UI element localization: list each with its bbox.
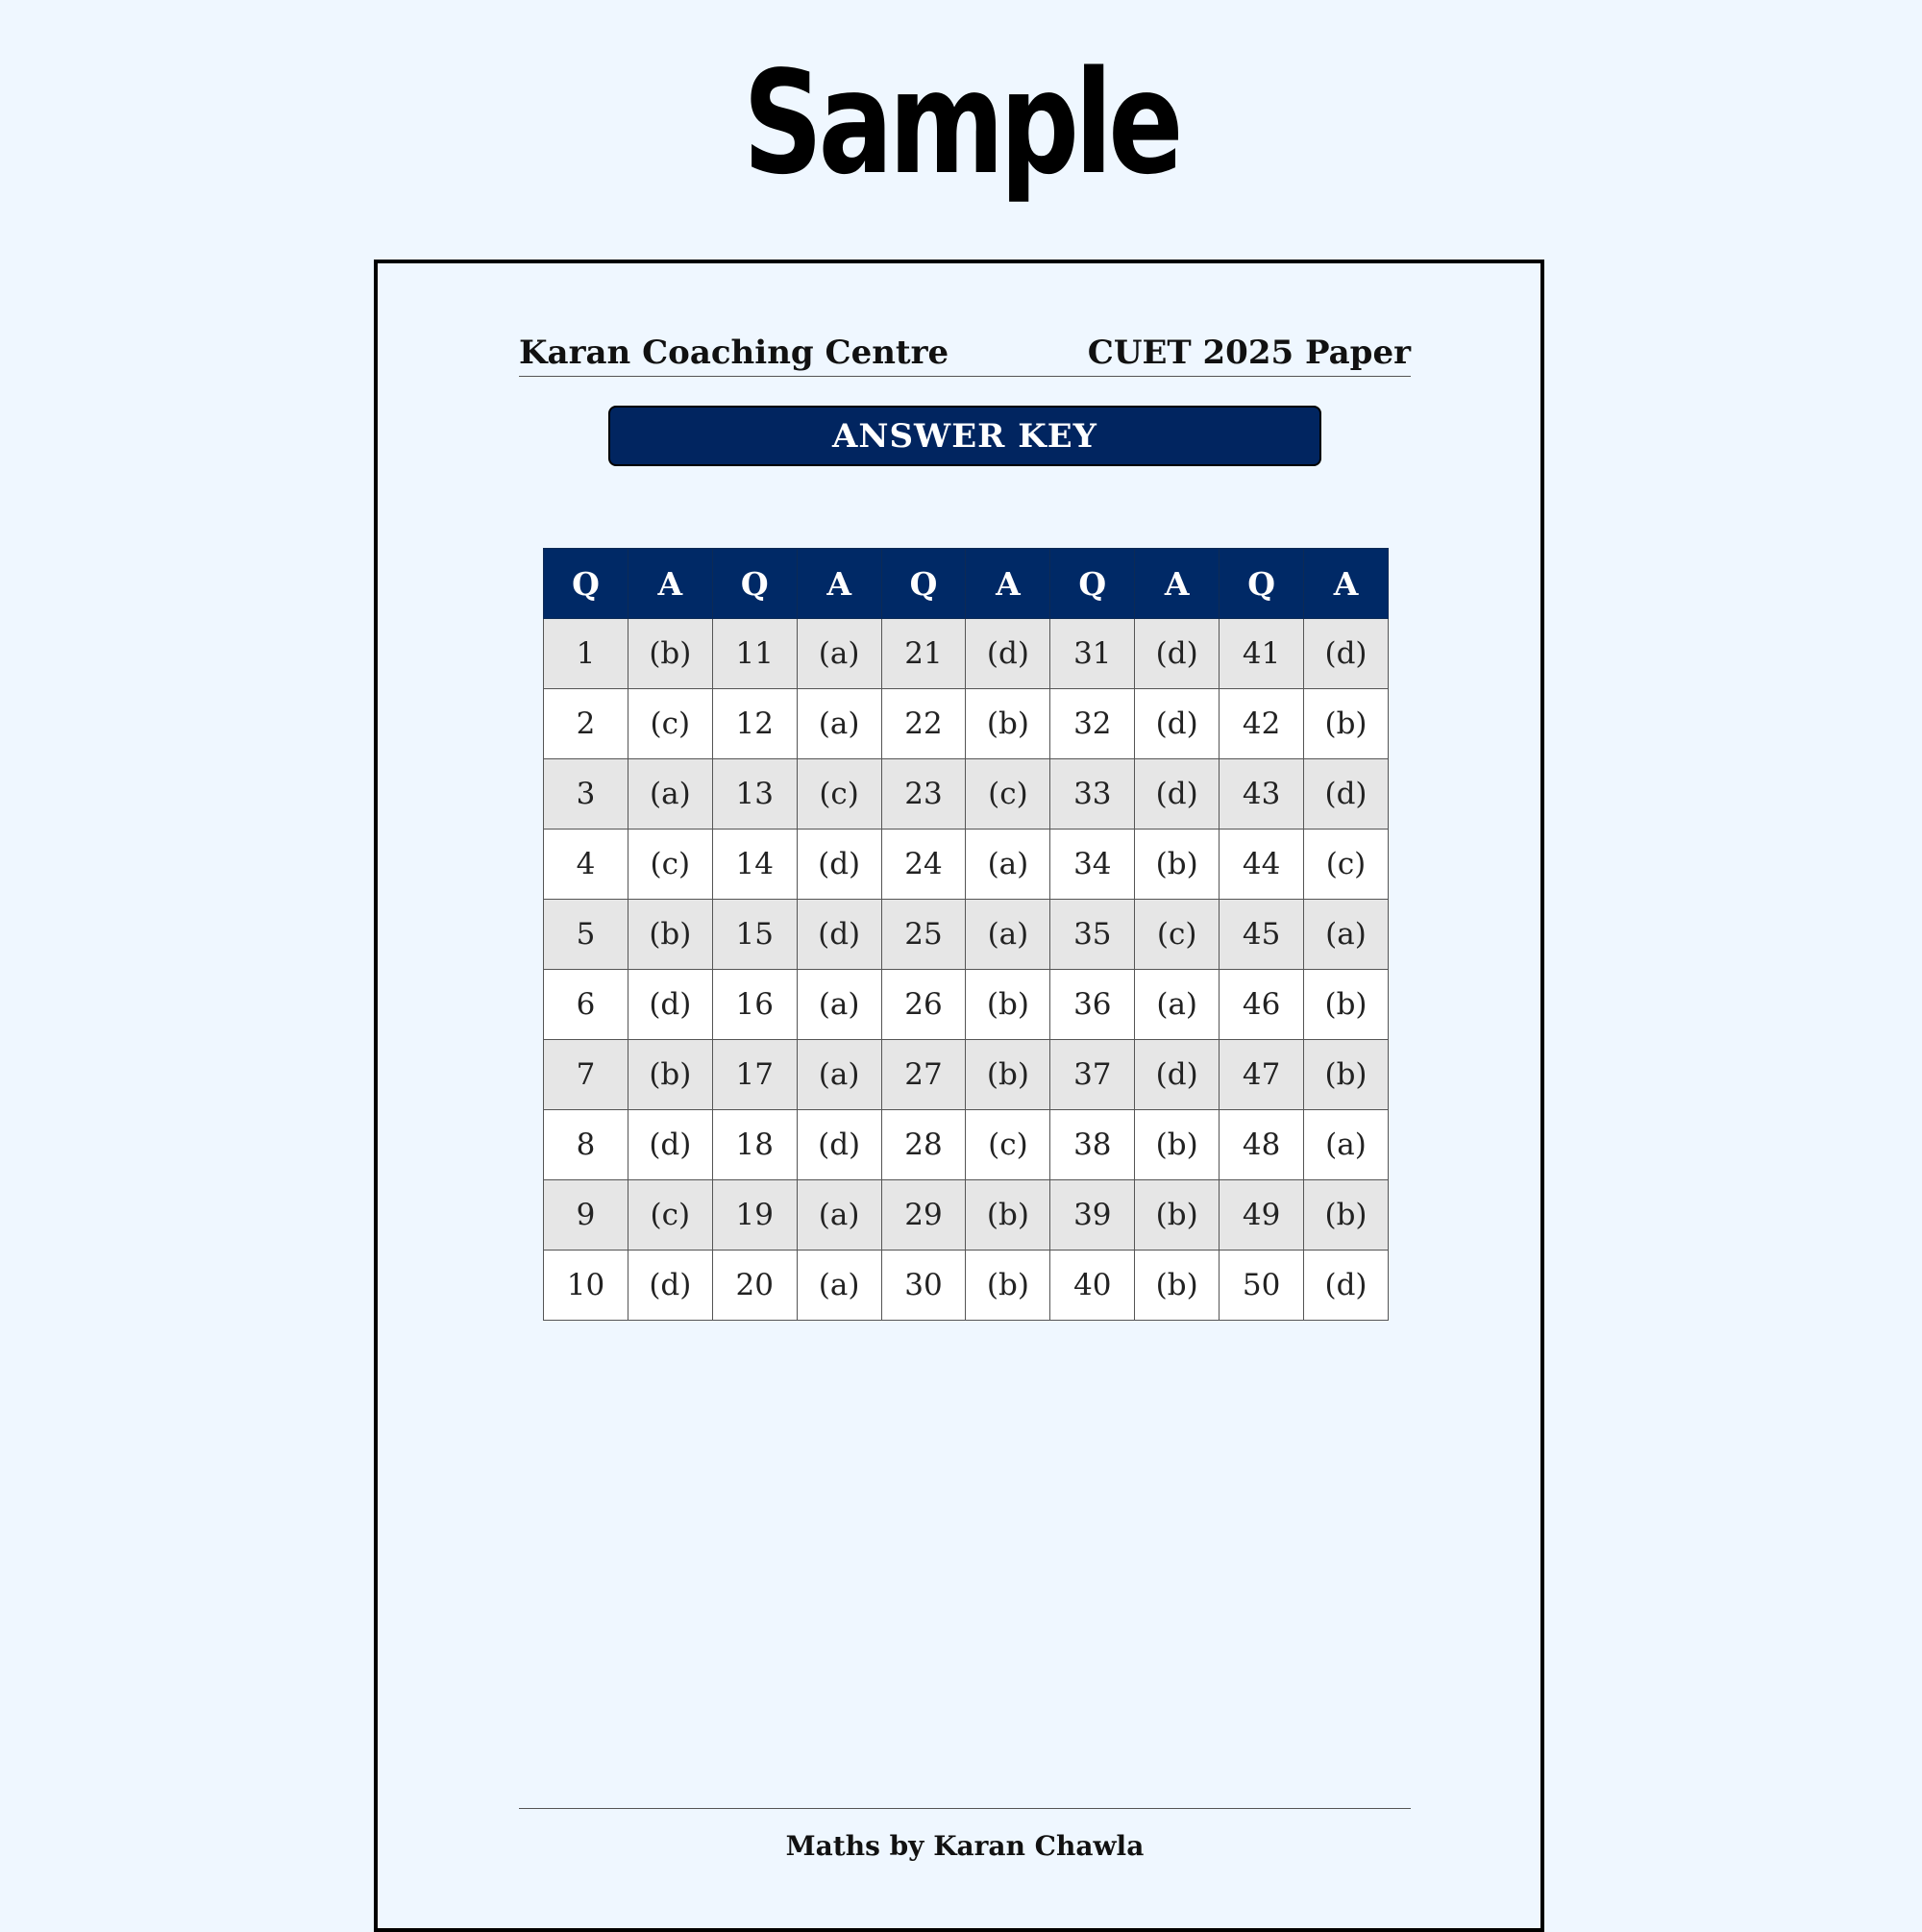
answer-option-cell: (a)	[628, 759, 712, 830]
column-header-question: Q	[1050, 549, 1135, 619]
question-number-cell: 17	[712, 1040, 797, 1110]
question-number-cell: 2	[544, 689, 628, 759]
table-row	[544, 1040, 1389, 1110]
question-number-cell: 44	[1220, 830, 1304, 900]
question-number-cell: 41	[1220, 619, 1304, 689]
answer-option-cell: (d)	[628, 1251, 712, 1321]
question-number-cell: 32	[1050, 689, 1135, 759]
table-row	[544, 1180, 1389, 1251]
question-number-cell: 38	[1050, 1110, 1135, 1180]
table-row	[544, 1110, 1389, 1180]
question-number-cell: 22	[881, 689, 966, 759]
column-header-answer: A	[1135, 549, 1220, 619]
answer-option-cell: (b)	[628, 619, 712, 689]
page-header	[519, 331, 1411, 377]
question-number-cell: 35	[1050, 900, 1135, 970]
column-header-question: Q	[712, 549, 797, 619]
question-number-cell: 14	[712, 830, 797, 900]
question-number-cell: 30	[881, 1251, 966, 1321]
question-number-cell: 46	[1220, 970, 1304, 1040]
answer-option-cell: (d)	[1135, 1040, 1220, 1110]
answer-option-cell: (a)	[1304, 1110, 1389, 1180]
question-number-cell: 3	[544, 759, 628, 830]
answer-option-cell: (b)	[1135, 1110, 1220, 1180]
answer-option-cell: (b)	[966, 1251, 1050, 1321]
question-number-cell: 16	[712, 970, 797, 1040]
answer-option-cell: (d)	[1135, 759, 1220, 830]
answer-option-cell: (b)	[1304, 1180, 1389, 1251]
answer-option-cell: (c)	[628, 830, 712, 900]
question-number-cell: 36	[1050, 970, 1135, 1040]
answer-option-cell: (b)	[966, 970, 1050, 1040]
question-number-cell: 50	[1220, 1251, 1304, 1321]
answer-option-cell: (a)	[966, 900, 1050, 970]
question-number-cell: 40	[1050, 1251, 1135, 1321]
question-number-cell: 9	[544, 1180, 628, 1251]
question-number-cell: 33	[1050, 759, 1135, 830]
answer-option-cell: (d)	[1304, 619, 1389, 689]
question-number-cell: 18	[712, 1110, 797, 1180]
question-number-cell: 13	[712, 759, 797, 830]
answer-option-cell: (d)	[1304, 1251, 1389, 1321]
question-number-cell: 45	[1220, 900, 1304, 970]
answer-key-page	[374, 260, 1544, 1932]
footer-divider	[519, 1808, 1411, 1809]
question-number-cell: 31	[1050, 619, 1135, 689]
question-number-cell: 25	[881, 900, 966, 970]
answer-option-cell: (d)	[628, 970, 712, 1040]
question-number-cell: 23	[881, 759, 966, 830]
question-number-cell: 34	[1050, 830, 1135, 900]
table-row	[544, 900, 1389, 970]
answer-option-cell: (d)	[1135, 619, 1220, 689]
answer-option-cell: (a)	[1304, 900, 1389, 970]
table-body	[544, 619, 1389, 1321]
answer-option-cell: (a)	[797, 1040, 881, 1110]
column-header-answer: A	[797, 549, 881, 619]
question-number-cell: 47	[1220, 1040, 1304, 1110]
question-number-cell: 10	[544, 1251, 628, 1321]
answer-option-cell: (c)	[1135, 900, 1220, 970]
answer-option-cell: (c)	[628, 1180, 712, 1251]
answer-key-table	[543, 548, 1389, 1321]
table-row	[544, 970, 1389, 1040]
question-number-cell: 4	[544, 830, 628, 900]
table-row	[544, 759, 1389, 830]
column-header-answer: A	[966, 549, 1050, 619]
question-number-cell: 49	[1220, 1180, 1304, 1251]
question-number-cell: 19	[712, 1180, 797, 1251]
column-header-answer: A	[628, 549, 712, 619]
answer-option-cell: (b)	[966, 1040, 1050, 1110]
answer-option-cell: (a)	[966, 830, 1050, 900]
answer-option-cell: (a)	[797, 619, 881, 689]
table-row	[544, 1251, 1389, 1321]
question-number-cell: 29	[881, 1180, 966, 1251]
column-header-answer: A	[1304, 549, 1389, 619]
question-number-cell: 11	[712, 619, 797, 689]
table-row	[544, 830, 1389, 900]
answer-option-cell: (b)	[1135, 1180, 1220, 1251]
footer-author: Maths by Karan Chawla	[785, 1830, 1145, 1862]
question-number-cell: 48	[1220, 1110, 1304, 1180]
column-header-question: Q	[544, 549, 628, 619]
answer-option-cell: (b)	[628, 1040, 712, 1110]
answer-option-cell: (d)	[1135, 689, 1220, 759]
question-number-cell: 42	[1220, 689, 1304, 759]
answer-option-cell: (a)	[797, 970, 881, 1040]
column-header-question: Q	[1220, 549, 1304, 619]
answer-option-cell: (d)	[1304, 759, 1389, 830]
question-number-cell: 37	[1050, 1040, 1135, 1110]
answer-option-cell: (d)	[966, 619, 1050, 689]
answer-key-title: ANSWER KEY	[608, 406, 1321, 466]
question-number-cell: 43	[1220, 759, 1304, 830]
sample-watermark-title: Sample	[743, 40, 1179, 206]
answer-option-cell: (b)	[966, 689, 1050, 759]
question-number-cell: 5	[544, 900, 628, 970]
question-number-cell: 6	[544, 970, 628, 1040]
answer-option-cell: (a)	[797, 1180, 881, 1251]
answer-option-cell: (b)	[628, 900, 712, 970]
answer-option-cell: (b)	[1135, 1251, 1220, 1321]
answer-option-cell: (a)	[1135, 970, 1220, 1040]
paper-name: CUET 2025 Paper	[1087, 334, 1411, 372]
question-number-cell: 28	[881, 1110, 966, 1180]
column-header-question: Q	[881, 549, 966, 619]
answer-option-cell: (b)	[1304, 1040, 1389, 1110]
question-number-cell: 1	[544, 619, 628, 689]
answer-option-cell: (d)	[628, 1110, 712, 1180]
table-row	[544, 689, 1389, 759]
question-number-cell: 21	[881, 619, 966, 689]
answer-option-cell: (c)	[966, 759, 1050, 830]
question-number-cell: 39	[1050, 1180, 1135, 1251]
answer-option-cell: (d)	[797, 830, 881, 900]
answer-option-cell: (b)	[966, 1180, 1050, 1251]
answer-option-cell: (c)	[797, 759, 881, 830]
answer-option-cell: (d)	[797, 900, 881, 970]
table-row	[544, 619, 1389, 689]
answer-option-cell: (d)	[797, 1110, 881, 1180]
answer-option-cell: (c)	[1304, 830, 1389, 900]
question-number-cell: 8	[544, 1110, 628, 1180]
answer-option-cell: (c)	[628, 689, 712, 759]
answer-option-cell: (a)	[797, 689, 881, 759]
question-number-cell: 7	[544, 1040, 628, 1110]
answer-option-cell: (b)	[1304, 970, 1389, 1040]
institute-name: Karan Coaching Centre	[519, 334, 949, 372]
table-header-row	[544, 549, 1389, 619]
question-number-cell: 27	[881, 1040, 966, 1110]
answer-option-cell: (c)	[966, 1110, 1050, 1180]
question-number-cell: 24	[881, 830, 966, 900]
question-number-cell: 12	[712, 689, 797, 759]
answer-option-cell: (b)	[1135, 830, 1220, 900]
question-number-cell: 26	[881, 970, 966, 1040]
question-number-cell: 20	[712, 1251, 797, 1321]
question-number-cell: 15	[712, 900, 797, 970]
answer-option-cell: (a)	[797, 1251, 881, 1321]
answer-option-cell: (b)	[1304, 689, 1389, 759]
